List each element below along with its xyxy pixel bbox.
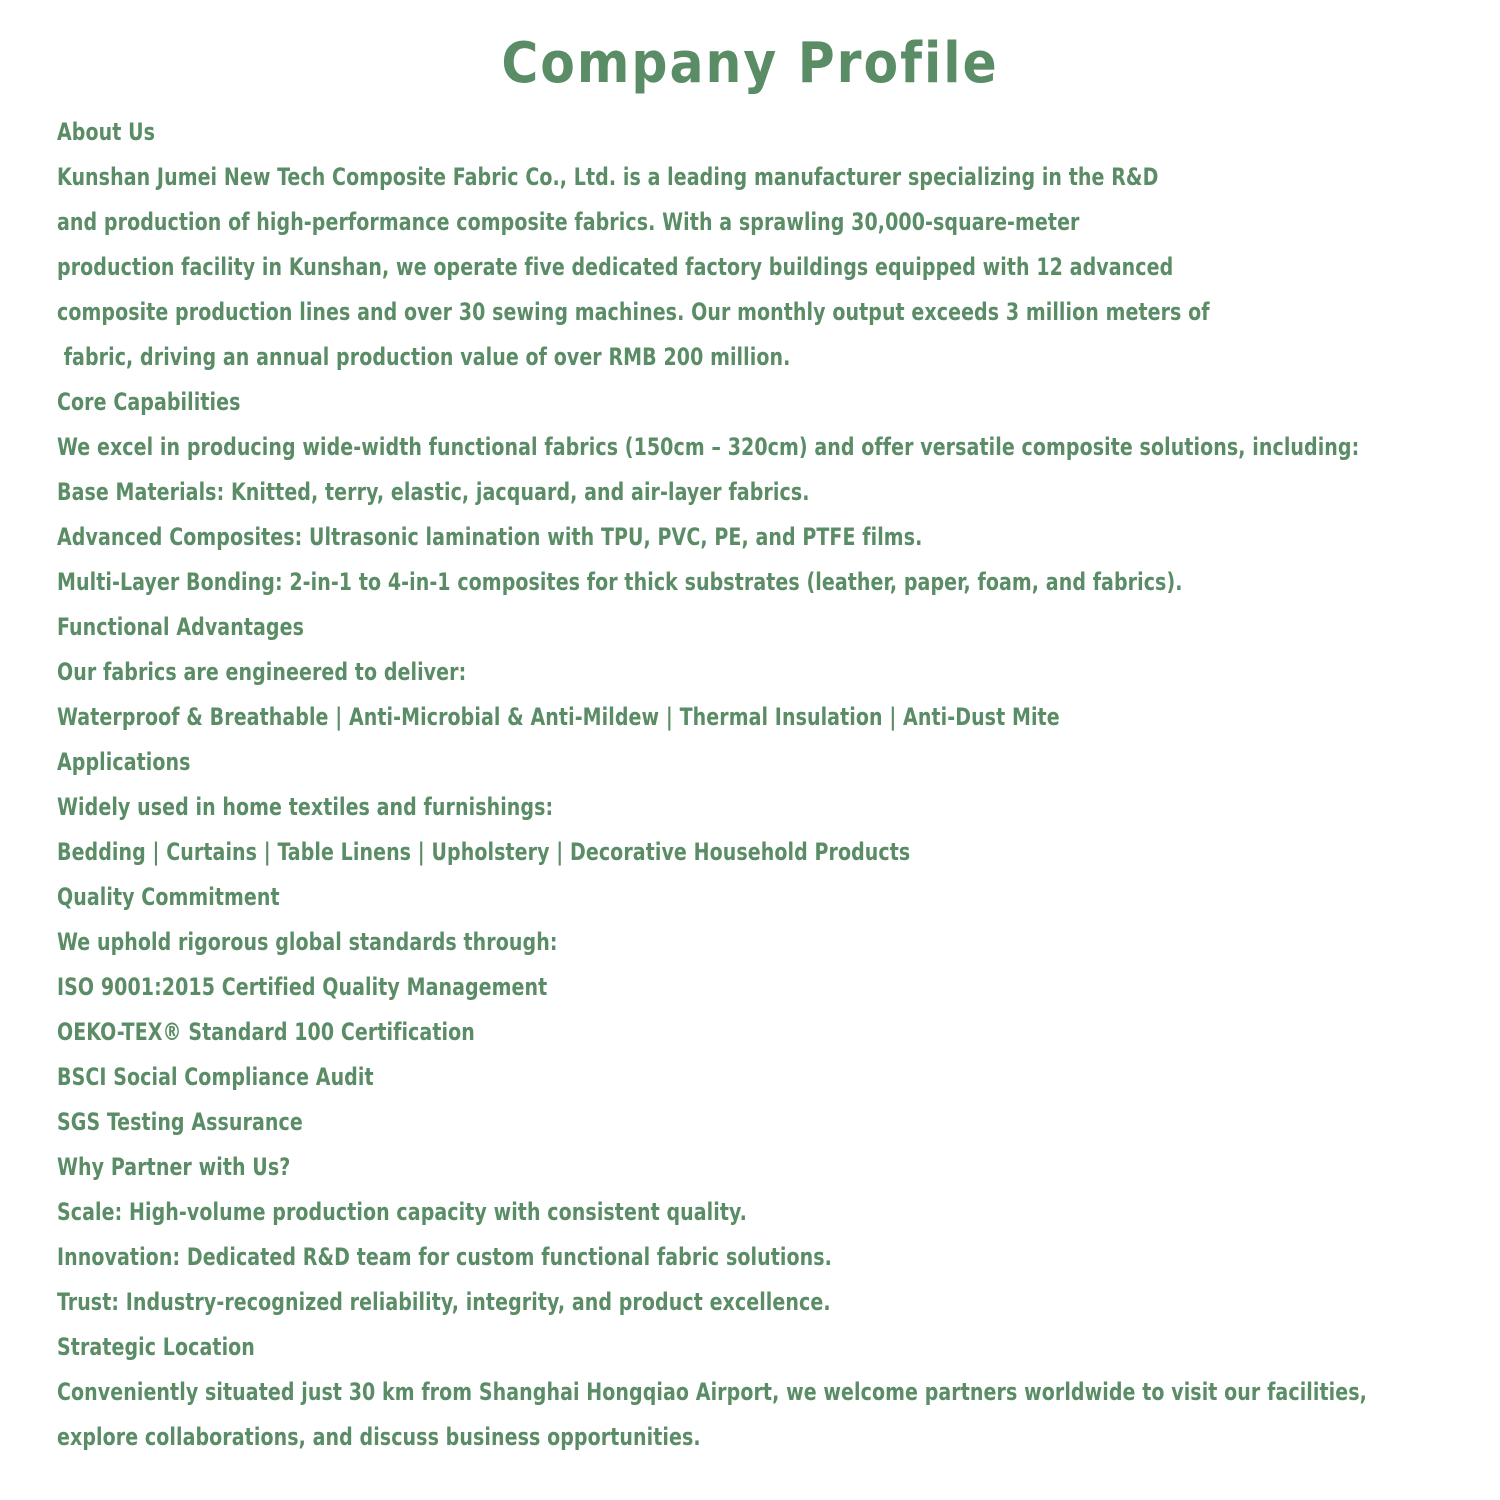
capabilities-intro: We excel in producing wide-width functional fabrics (150cm – 320cm) and offer versatile composite solutions, including: xyxy=(57,433,1360,461)
certification-item: SGS Testing Assurance xyxy=(57,1108,303,1136)
about-text-line: and production of high-performance composite fabrics. With a sprawling 30,000-square-meter xyxy=(57,208,1080,236)
about-text-line: fabric, driving an annual production value of over RMB 200 million. xyxy=(57,343,791,371)
heading-functional-advantages: Functional Advantages xyxy=(57,613,304,641)
location-text-line: explore collaborations, and discuss business opportunities. xyxy=(57,1423,701,1451)
certification-item: ISO 9001:2015 Certified Quality Management xyxy=(57,973,548,1001)
about-text-line: composite production lines and over 30 sewing machines. Our monthly output exceeds 3 million meters of xyxy=(57,298,1210,326)
advantages-list: Waterproof & Breathable | Anti-Microbial & Anti-Mildew | Thermal Insulation | Anti-Dust Mite xyxy=(57,703,1060,731)
page-title: Company Profile xyxy=(501,31,999,96)
partner-reason: Trust: Industry-recognized reliability, integrity, and product excellence. xyxy=(57,1288,831,1316)
partner-reason: Innovation: Dedicated R&D team for custom functional fabric solutions. xyxy=(57,1243,832,1271)
partner-reason: Scale: High-volume production capacity with consistent quality. xyxy=(57,1198,747,1226)
certification-item: BSCI Social Compliance Audit xyxy=(57,1063,374,1091)
applications-intro: Widely used in home textiles and furnishings: xyxy=(57,793,554,821)
applications-list: Bedding | Curtains | Table Linens | Upholstery | Decorative Household Products xyxy=(57,838,911,866)
advantages-intro: Our fabrics are engineered to deliver: xyxy=(57,658,467,686)
capability-item: Base Materials: Knitted, terry, elastic, jacquard, and air-layer fabrics. xyxy=(57,478,810,506)
location-text-line: Conveniently situated just 30 km from Shanghai Hongqiao Airport, we welcome partners worldwide to visit our facilities, xyxy=(57,1378,1367,1406)
heading-why-partner: Why Partner with Us? xyxy=(57,1153,291,1181)
heading-core-capabilities: Core Capabilities xyxy=(57,388,241,416)
about-text-line: production facility in Kunshan, we operate five dedicated factory buildings equipped with 12 advanced xyxy=(57,253,1174,281)
certification-item: OEKO-TEX® Standard 100 Certification xyxy=(57,1018,475,1046)
quality-intro: We uphold rigorous global standards through: xyxy=(57,928,558,956)
heading-applications: Applications xyxy=(57,748,191,776)
capability-item: Multi-Layer Bonding: 2-in-1 to 4-in-1 composites for thick substrates (leather, paper, foam, and fabrics). xyxy=(57,568,1183,596)
about-text-line: Kunshan Jumei New Tech Composite Fabric Co., Ltd. is a leading manufacturer specializing in the R&D xyxy=(57,163,1159,191)
heading-quality-commitment: Quality Commitment xyxy=(57,883,280,911)
heading-strategic-location: Strategic Location xyxy=(57,1333,255,1361)
profile-text-body xyxy=(57,110,1477,1460)
heading-about-us: About Us xyxy=(57,118,156,146)
capability-item: Advanced Composites: Ultrasonic lamination with TPU, PVC, PE, and PTFE films. xyxy=(57,523,923,551)
